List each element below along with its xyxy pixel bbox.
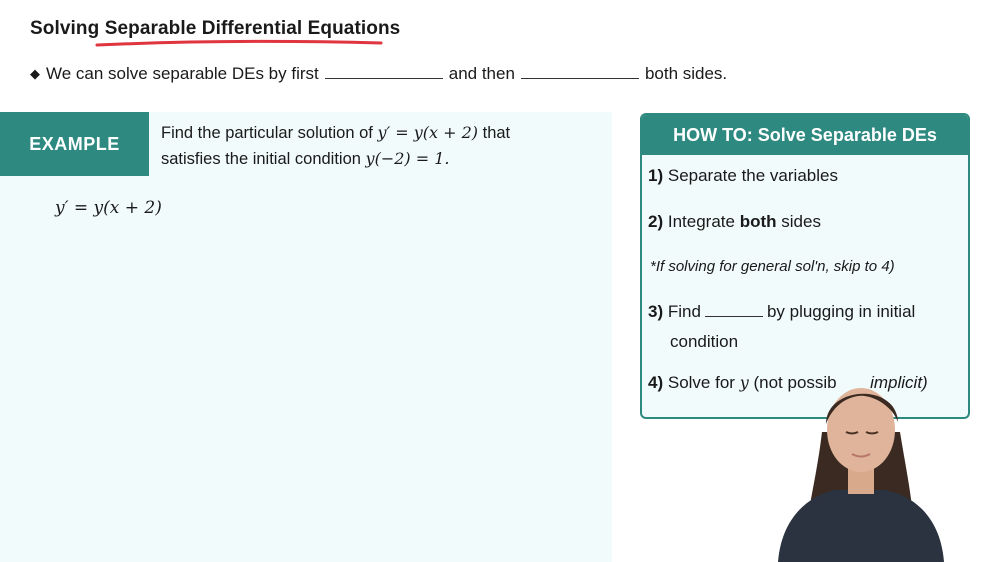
step-1-number: 1)	[648, 166, 664, 185]
step-2-text-a: Integrate	[667, 212, 735, 231]
bullet-part2: and then	[448, 64, 515, 83]
step-4-text-a: Solve for	[667, 373, 735, 392]
step-3-text-a: Find	[667, 302, 701, 321]
example-line2-math: y(−2) = 1.	[365, 149, 450, 168]
step-1-text: Separate the variables	[667, 166, 838, 185]
work-area	[0, 112, 612, 562]
step-4-variable: y	[739, 373, 749, 392]
step-4-text-b: (not possib	[753, 373, 837, 392]
blank-1	[325, 64, 443, 79]
step-2-number: 2)	[648, 212, 664, 231]
work-equation: y′ = y(x + 2)	[55, 198, 162, 218]
title-underline	[95, 36, 383, 50]
step-3-text-b: by plugging in initial	[766, 302, 916, 321]
step-3	[648, 302, 915, 322]
example-prompt	[161, 120, 601, 172]
step-2	[648, 212, 821, 232]
step-3-number: 3)	[648, 302, 664, 321]
example-line2-text: satisfies the initial condition	[161, 150, 361, 168]
step-3-blank	[705, 302, 763, 317]
step-2-bold: both	[739, 212, 777, 231]
step-1	[648, 166, 838, 186]
example-line1-end: that	[482, 124, 511, 142]
step-2-text-b: sides	[781, 212, 821, 231]
example-badge: EXAMPLE	[0, 112, 149, 176]
presenter-video-image	[760, 372, 960, 562]
example-line1-math: y′ = y(x + 2)	[377, 123, 479, 142]
step-4-number: 4)	[648, 373, 664, 392]
blank-2	[521, 64, 639, 79]
example-line1-text: Find the particular solution of	[161, 124, 373, 142]
page-title: Solving Separable Differential Equations	[30, 18, 401, 39]
bullet-statement	[30, 64, 727, 84]
bullet-part3: both sides.	[644, 64, 728, 83]
diamond-bullet-icon: ◆	[30, 66, 40, 81]
bullet-part1: We can solve separable DEs by first	[46, 64, 319, 83]
step-note: *If solving for general sol'n, skip to 4)	[650, 258, 895, 275]
howto-header: HOW TO: Solve Separable DEs	[642, 115, 968, 155]
step-4-text-c: implicit)	[870, 373, 928, 392]
step-3-continuation: condition	[670, 332, 739, 351]
